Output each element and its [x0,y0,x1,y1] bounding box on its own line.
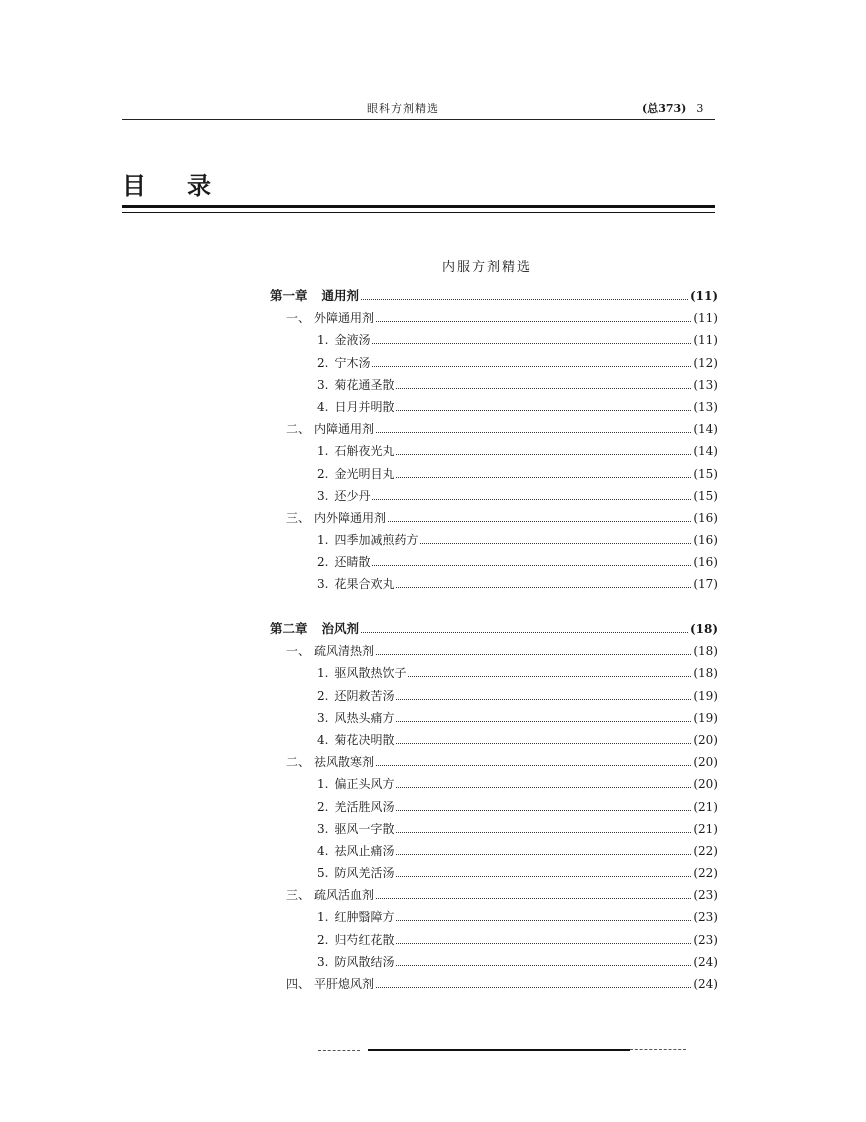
toc-section-entry-title: 内障通用剂 [314,422,375,437]
toc-item-entry-label [317,329,370,351]
dot-leader [396,787,691,788]
dot-leader [396,854,691,855]
toc-section-entry [270,507,718,529]
toc-item-entry-page: (22) [693,866,718,881]
toc-item-entry-number: 4. [317,732,329,747]
dot-leader [376,765,691,766]
toc-chapter-entry-title: 治风剂 [321,621,360,636]
toc-item-entry [270,329,718,351]
toc-chapter-entry-title: 通用剂 [321,288,360,303]
toc-item-entry-page: (13) [693,377,718,392]
toc-item-entry-label [317,840,394,862]
toc-section-entry-page: (11) [693,311,718,326]
dot-leader [372,565,691,566]
toc-item-entry-number: 1. [317,533,329,548]
dot-leader [396,454,691,455]
toc-item-entry-number: 3. [317,377,329,392]
dot-leader [396,587,691,588]
toc-item-entry-number: 3. [317,577,329,592]
toc-item-entry-label [317,396,394,418]
toc-item-entry-title: 还少丹 [334,488,371,503]
title-rule-thin [122,212,715,213]
toc-chapter-2 [270,618,718,995]
toc-item-entry-number: 1. [317,444,329,459]
toc-chapter-entry [270,618,718,640]
toc-item-entry-title: 花果合欢丸 [334,577,395,592]
dot-leader [396,876,691,877]
page-title: 目录 [122,172,252,200]
toc-item-entry [270,485,718,507]
dot-leader [372,343,691,344]
dot-leader [376,987,691,988]
toc-item-entry-title: 羌活胜风汤 [334,799,395,814]
toc-section-entry-number: 一、 [286,644,311,659]
toc-item-entry-label [317,929,394,951]
toc-item-entry-number: 3. [317,710,329,725]
toc-item-entry-page: (23) [693,932,718,947]
toc-item-entry-page: (15) [693,488,718,503]
toc-item-entry [270,818,718,840]
toc-item-entry [270,906,718,928]
toc-section-entry-label [286,751,374,773]
toc-item-entry [270,796,718,818]
toc-item-entry-title: 防风散结汤 [334,954,395,969]
toc-section-entry-label [286,973,374,995]
toc-item-entry-title: 四季加减煎药方 [334,533,419,548]
page-number: 3 [696,102,704,115]
toc-item-entry [270,396,718,418]
toc-item-entry-page: (16) [693,555,718,570]
toc-item-entry-number: 3. [317,821,329,836]
toc-item-entry-label [317,773,394,795]
toc-item-entry [270,685,718,707]
toc-item-entry [270,929,718,951]
toc-section-entry-label [286,307,374,329]
dot-leader [396,721,691,722]
toc-item-entry-page: (21) [693,799,718,814]
toc-item-entry-page: (14) [693,444,718,459]
dot-leader [396,965,691,966]
toc-item-entry-title: 祛风止痛汤 [334,843,395,858]
toc-item-entry-label [317,729,394,751]
toc-section-entry [270,640,718,662]
toc-section-entry [270,307,718,329]
toc-section-entry-number: 二、 [286,422,311,437]
toc-item-entry-label [317,685,394,707]
toc-item-entry-label [317,951,394,973]
toc-item-entry-number: 1. [317,910,329,925]
toc-item-entry-page: (17) [693,577,718,592]
dot-leader [376,432,691,433]
toc-section-entry-title: 祛风散寒剂 [314,755,375,770]
toc-item-entry-page: (24) [693,954,718,969]
dot-leader [396,699,691,700]
dot-leader [388,521,691,522]
toc-section-entry-label [286,640,374,662]
footer-rule-left [318,1050,360,1051]
toc-item-entry-page: (23) [693,910,718,925]
dot-leader [396,743,691,744]
toc-item-entry-title: 金光明目丸 [334,466,395,481]
dot-leader [396,832,691,833]
toc-item-entry [270,463,718,485]
toc-item-entry-title: 归芍红花散 [334,932,395,947]
toc-item-entry-label [317,352,370,374]
total-page-number: (总373) [642,102,687,115]
toc-section-entry-page: (14) [693,422,718,437]
dot-leader [376,898,691,899]
toc-item-entry [270,773,718,795]
toc-item-entry-page: (16) [693,533,718,548]
footer-rule-right [630,1049,686,1050]
toc-item-entry-number: 2. [317,355,329,370]
toc-item-entry [270,374,718,396]
toc-item-entry [270,352,718,374]
toc-item-entry-title: 偏正头风方 [334,777,395,792]
toc-section-entry-page: (24) [693,977,718,991]
toc-section-entry-title: 疏风清热剂 [314,644,375,659]
toc-item-entry [270,840,718,862]
toc-item-entry-title: 石斛夜光丸 [334,444,395,459]
toc-item-entry-number: 4. [317,399,329,414]
toc-chapter-entry [270,285,718,307]
toc-item-entry-number: 2. [317,932,329,947]
running-title: 眼科方剂精选 [367,102,439,115]
dot-leader [396,920,691,921]
toc-item-entry-label [317,573,394,595]
toc-item-entry [270,573,718,595]
toc-item-entry [270,551,718,573]
toc-section-entry-title: 疏风活血剂 [314,888,375,903]
dot-leader [376,654,691,655]
toc-item-entry-number: 1. [317,666,329,681]
toc-item-entry [270,862,718,884]
toc-item-entry-label [317,551,370,573]
toc-item-entry-page: (19) [693,688,718,703]
toc-item-entry-title: 金液汤 [334,333,371,348]
toc-item-entry-label [317,374,394,396]
toc-item-entry-title: 还阴救苦汤 [334,688,395,703]
toc-section-entry-number: 三、 [286,510,311,525]
toc-item-entry-label [317,485,370,507]
toc-section-entry-page: (23) [693,888,718,903]
toc-item-entry-title: 风热头痛方 [334,710,395,725]
dot-leader [396,410,691,411]
toc-section-entry [270,884,718,906]
dot-leader [372,366,691,367]
toc-section-entry-title: 外障通用剂 [314,311,375,326]
toc-item-entry-label [317,440,394,462]
toc-chapter-entry-label [270,618,359,640]
toc-item-entry-title: 菊花决明散 [334,732,395,747]
toc-item-entry-page: (13) [693,399,718,414]
toc-item-entry-page: (19) [693,710,718,725]
toc-item-entry [270,662,718,684]
toc-item-entry-label [317,862,394,884]
toc-section-entry-number: 四、 [286,977,311,991]
dot-leader [376,321,691,322]
toc-item-entry-number: 2. [317,688,329,703]
title-rule-thick [122,205,715,208]
dot-leader [396,810,691,811]
toc-section-entry-label [286,507,386,529]
section-heading: 内服方剂精选 [442,260,533,275]
toc-section-entry-page: (20) [693,755,718,770]
toc-item-entry-label [317,529,418,551]
toc-section-entry-title: 内外障通用剂 [314,510,387,525]
toc-item-entry-title: 红肿翳障方 [334,910,395,925]
toc-chapter-entry-number: 第一章 [270,288,308,303]
toc-chapter-1 [270,285,718,596]
toc-section-entry-number: 一、 [286,311,311,326]
toc-item-entry [270,529,718,551]
toc-item-entry-number: 1. [317,777,329,792]
toc-section-entry-number: 三、 [286,888,311,903]
toc-section-entry-label [286,884,374,906]
toc-item-entry [270,951,718,973]
footer-rule [368,1049,630,1051]
dot-leader [372,499,691,500]
dot-leader [396,477,691,478]
toc-chapter-entry-number: 第二章 [270,621,308,636]
toc-section-entry [270,418,718,440]
toc-section-entry-page: (18) [693,644,718,659]
toc-item-entry-page: (20) [693,732,718,747]
dot-leader [361,632,688,633]
toc-item-entry-page: (21) [693,821,718,836]
toc-item-entry-number: 3. [317,488,329,503]
toc-item-entry-title: 宁木汤 [334,355,371,370]
toc-item-entry-label [317,463,394,485]
toc-section-entry-title: 平肝熄风剂 [314,977,375,991]
toc-item-entry-number: 5. [317,866,329,881]
toc-item-entry-number: 1. [317,333,329,348]
toc-item-entry-page: (18) [693,666,718,681]
toc-item-entry [270,707,718,729]
running-page-info [642,100,703,116]
toc-item-entry-number: 2. [317,466,329,481]
toc-item-entry-page: (22) [693,843,718,858]
toc-section-entry-page: (16) [693,510,718,525]
toc-section-entry-number: 二、 [286,755,311,770]
toc-item-entry [270,440,718,462]
toc-item-entry-label [317,796,394,818]
toc-item-entry-label [317,707,394,729]
toc-section-entry [270,751,718,773]
toc-item-entry-label [317,818,394,840]
toc-item-entry-number: 2. [317,555,329,570]
toc-section-entry-label [286,418,374,440]
toc-item-entry-title: 驱风一字散 [334,821,395,836]
toc-chapter-entry-label [270,285,359,307]
toc-item-entry-page: (15) [693,466,718,481]
toc-item-entry-page: (20) [693,777,718,792]
toc-item-entry-number: 4. [317,843,329,858]
toc-item-entry-label [317,906,394,928]
dot-leader [420,543,691,544]
toc-item-entry-title: 还睛散 [334,555,371,570]
toc-item-entry-number: 3. [317,954,329,969]
toc-item-entry-label [317,662,406,684]
toc-item-entry-title: 菊花通圣散 [334,377,395,392]
toc-chapter-entry-page: (11) [689,289,718,303]
toc-item-entry-title: 防风羌活汤 [334,866,395,881]
toc-item-entry-number: 2. [317,799,329,814]
header-rule [122,119,715,120]
toc-item-entry-title: 日月并明散 [334,399,395,414]
toc-item-entry-page: (12) [693,355,718,370]
toc-item-entry-title: 驱风散热饮子 [334,666,407,681]
dot-leader [396,388,691,389]
toc-item-entry [270,729,718,751]
dot-leader [408,676,691,677]
toc-item-entry-page: (11) [693,333,718,348]
toc-chapter-entry-page: (18) [689,622,718,636]
toc-section-entry [270,973,718,995]
dot-leader [361,299,688,300]
dot-leader [396,943,691,944]
